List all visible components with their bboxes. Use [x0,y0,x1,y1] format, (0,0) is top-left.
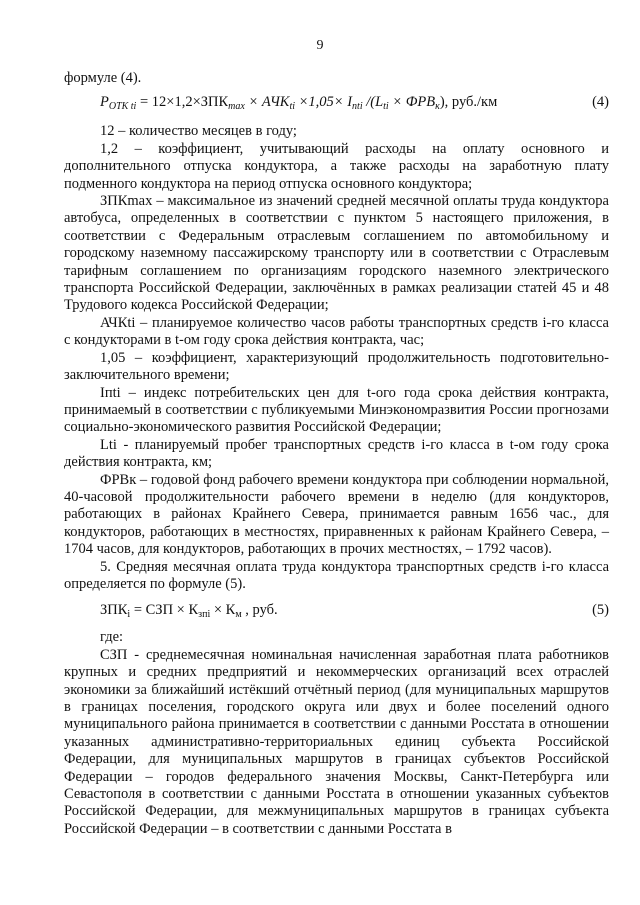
formula-4 [64,87,609,123]
item-12: 12 – количество месяцев в году; [100,123,297,140]
item-zpk-max: ЗПКmax – максимальное из значений средней месячной оплаты труда кондуктора автобуса, определенных в соответствии с пунктом 5 настоящего приложения, в соответствии с Федеральным отраслевым соглашением по автомобильному и городскому наземному пассажирскому транспорту или в соответствии с Отраслевым тарифным соглашением по организациям городского наземного электрического транспорта Российской Федерации, заключённых в рамках реализации статей 45 и 48 Трудового кодекса Российской Федерации; [64,193,609,314]
formula-5-expression: $ЗПК_i$ = СЗП × $К_{зпi} \times К_м$ , руб. [100,602,278,621]
document-body [64,70,609,838]
intro-line: формуле (4). [64,70,142,86]
formula-4-number: (4) [592,94,609,111]
formula-5 [64,599,609,629]
item-1-05: 1,05 – коэффициент, характеризующий продолжительность подготовительно-заключительного времени; [64,349,609,384]
formula-5-number: (5) [592,602,609,619]
item-1-2: 1,2 – коэффициент, учитывающий расходы на оплату основного и дополнительного отпуска кондуктора, а также расходы на заработную плату подменного кондуктора на период отпуска основного кондуктора; [64,140,609,192]
item-achk: АЧКti – планируемое количество часов работы транспортных средств i-го класса с кондукторами в t-ом году срока действия контракта, час; [64,314,609,349]
formula-4-expression: $P_{ОТК ti} = 12\times 1,2\times ЗПК_{max} \times АЧК_{ti} \times 1,05\times I_{пti}$ $/(L_{ti} \times ФРВ_к)$, руб./км [100,94,498,113]
szp-definition: СЗП - среднемесячная номинальная начисленная заработная плата работников крупных и средних предприятий и некоммерческих организаций всех отраслей экономики за ближайший истёкший отчётный период (для муниципальных маршрутов в границах поселения, городского округа или двух и более поселений одного муниципального района принимается в соответствии с данными Росстата в отношении указанных административно-территориальных единиц субъекта Российской Федерации, для муниципальных маршрутов в границах субъектов Российской Федерации – городов федерального значения Москвы, Санкт-Петербурга или Севастополя в соответствии с данными Росстата в отношении указанных субъектов Российской Федерации, для межмуниципальных маршрутов в границах субъекта Российской Федерации – в соответствии с данными Росстата в [64,646,609,837]
where-label: где: [100,629,124,646]
section-5-paragraph: 5. Средняя месячная оплата труда кондуктора транспортных средств i-го класса определяется по формуле (5). [64,558,609,592]
item-frvk: ФРВк – годовой фонд рабочего времени кондуктора при соблюдении нормальной, 40-часовой продолжительности рабочего времени в неделю (для кондукторов, работающих в районах Крайнего Севера, принимается равным 1656 час., для кондукторов, работающих в местностях, приравненных к районам Крайнего Севера, – 1704 часов, для кондукторов, работающих в прочих местностях, – 1792 часов). [64,471,609,558]
item-ipti: Iпti – индекс потребительских цен для t-ого года срока действия контракта, принимаемый в соответствии с публикуемыми Минэкономразвития России прогнозами социально-экономического развития Российской Федерации; [64,384,609,436]
page-number: 9 [316,38,324,53]
item-lti: Lti - планируемый пробег транспортных средств i-го класса в t-ом году срока действия контракта, км; [64,436,609,471]
